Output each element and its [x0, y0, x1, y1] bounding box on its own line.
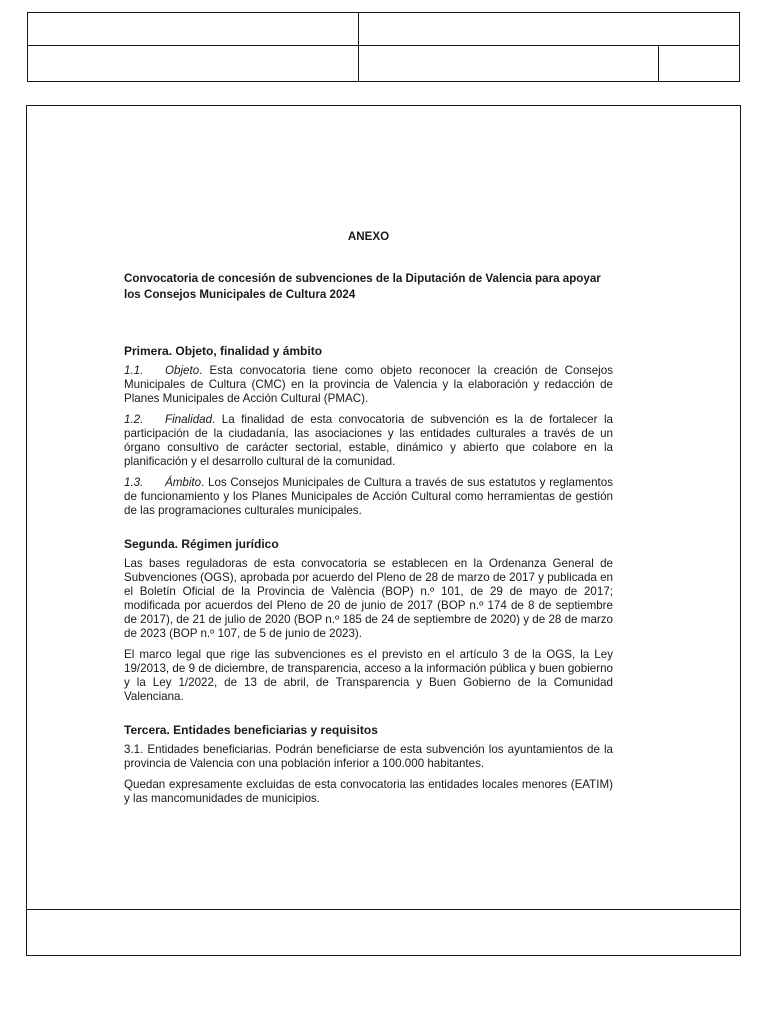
- paragraph-bases-reguladoras: Las bases reguladoras de esta convocatoria se establecen en la Ordenanza General de Subvenciones (OGS), aprobada por acuerdo del Pleno de 28 de marzo de 2017 y publicada en el Boletín Oficial de la Provincia de València (BOP) n.º 101, de 29 de mayo de 2017; modificada por acuerdos del Pleno de 20 de junio de 2017 (BOP n.º 174 de 8 de septiembre de 2017), de 21 de julio de 2020 (BOP n.º 185 de 24 de septiembre de 2020) y de 28 de marzo de 2023 (BOP n.º 107, de 5 de junio de 2023).: [124, 557, 613, 640]
- document-title: Convocatoria de concesión de subvenciones de la Diputación de Valencia para apoyar los Consejos Municipales de Cultura 2024: [124, 272, 601, 301]
- clause-text: . La finalidad de esta convocatoria de subvención es la de fortalecer la participación de la ciudadanía, las asociaciones y las entidades culturales a través de un órgano consultivo de carácter sectorial, estable, dinámico y abierto que colabore en la planificación y el desarrollo cultural de la comunidad.: [124, 413, 613, 468]
- paragraph-marco-legal: El marco legal que rige las subvenciones es el previsto en el artículo 3 de la OGS, la Ley 19/2013, de 9 de diciembre, de transparencia, acceso a la información pública y buen gobierno y la Ley 1/2022, de 13 de abril, de Transparencia y Buen Gobierno de la Comunidad Valenciana.: [124, 648, 613, 703]
- clause-term: Finalidad: [165, 413, 213, 426]
- clause-number: 1.1.: [124, 364, 144, 377]
- paragraph-entidades-beneficiarias: 3.1. Entidades beneficiarias. Podrán beneficiarse de esta subvención los ayuntamientos de la provincia de Valencia con una población inferior a 100.000 habitantes.: [124, 743, 613, 770]
- clause-1-3: [124, 476, 613, 518]
- header-cell-bottom-left: [27, 45, 359, 82]
- header-cell-top-left: [27, 12, 359, 46]
- clause-text: . Los Consejos Municipales de Cultura a través de sus estatutos y reglamentos de funcionamiento y los Planes Municipales de Acción Cultural como herramientas de gestión de las programaciones culturales municipales.: [124, 476, 613, 517]
- clause-1-1: [124, 364, 613, 406]
- section-heading-primera: Primera. Objeto, finalidad y ámbito: [124, 344, 323, 358]
- section-heading-segunda: Segunda. Régimen jurídico: [124, 537, 279, 551]
- annex-title: ANEXO: [347, 230, 390, 243]
- clause-term: Objeto: [165, 364, 200, 377]
- clause-number: 1.2.: [124, 413, 144, 426]
- header-table: [27, 12, 740, 82]
- section-heading-tercera: Tercera. Entidades beneficiarias y requisitos: [124, 723, 378, 737]
- paragraph-exclusiones: Quedan expresamente excluidas de esta convocatoria las entidades locales menores (EATIM) y las mancomunidades de municipios.: [124, 778, 613, 805]
- header-cell-bottom-middle: [358, 45, 659, 82]
- clause-term: Ámbito: [165, 476, 202, 489]
- header-cell-bottom-right: [658, 45, 740, 82]
- clause-text: . Esta convocatoria tiene como objeto reconocer la creación de Consejos Municipales de Cultura (CMC) en la provincia de Valencia y la elaboración y redacción de Planes Municipales de Acción Cultural (PMAC).: [124, 364, 613, 405]
- clause-number: 1.3.: [124, 476, 144, 489]
- clause-1-2: [124, 413, 613, 469]
- footer-frame: [26, 909, 741, 956]
- header-cell-top-right: [358, 12, 740, 46]
- document-body: [124, 230, 613, 813]
